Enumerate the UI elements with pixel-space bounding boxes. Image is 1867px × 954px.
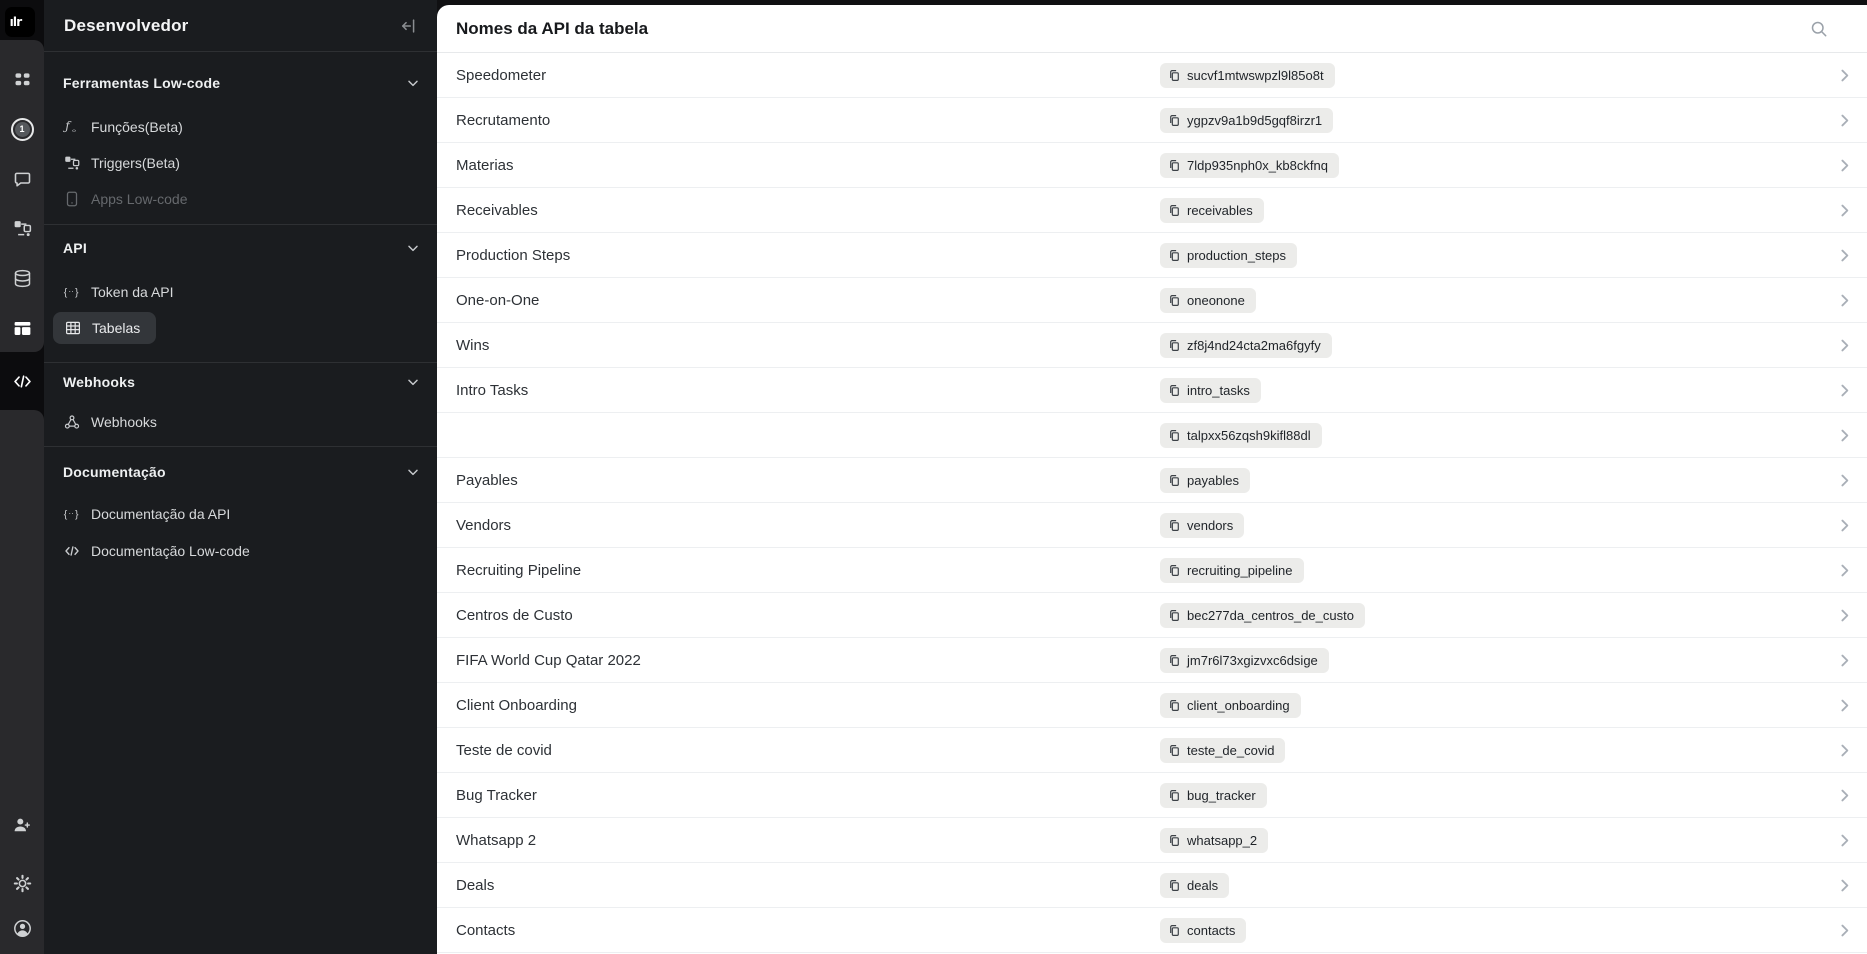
- table-row[interactable]: [437, 728, 1867, 773]
- chevron-right-icon: [1836, 742, 1853, 759]
- table-row[interactable]: [437, 908, 1867, 953]
- api-name: payables: [1187, 472, 1240, 488]
- doc-code-icon: [63, 542, 81, 560]
- chevron-right-icon: [1836, 427, 1853, 444]
- table-row[interactable]: [437, 98, 1867, 143]
- api-name: oneonone: [1187, 292, 1245, 308]
- table-name: Bug Tracker: [456, 786, 537, 804]
- copy-icon: [1168, 744, 1181, 757]
- table-row[interactable]: [437, 593, 1867, 638]
- api-name-badge[interactable]: [1160, 378, 1261, 403]
- chevron-down-icon: [405, 75, 421, 91]
- table-name: Recruiting Pipeline: [456, 561, 582, 579]
- app-logo[interactable]: [5, 7, 35, 37]
- table-row[interactable]: [437, 818, 1867, 863]
- copy-icon: [1168, 564, 1181, 577]
- api-name: receivables: [1187, 202, 1253, 218]
- chevron-right-icon: [1836, 382, 1853, 399]
- section-label: Ferramentas Low-code: [63, 75, 221, 91]
- chevron-right-icon: [1836, 832, 1853, 849]
- api-name: teste_de_covid: [1187, 742, 1275, 758]
- sidebar-item-funcoes[interactable]: [63, 114, 421, 140]
- sidebar-item-label: Token da API: [91, 284, 174, 300]
- table-row[interactable]: [437, 548, 1867, 593]
- chevron-right-icon: [1836, 202, 1853, 219]
- chevron-right-icon: [1836, 697, 1853, 714]
- apps-lowcode-icon: [63, 190, 81, 208]
- api-name-badge[interactable]: [1160, 558, 1304, 583]
- table-name: Materias: [456, 156, 514, 174]
- table-row[interactable]: [437, 413, 1867, 458]
- svg-text:‹›: ‹›: [72, 128, 76, 135]
- sidebar: [44, 0, 437, 954]
- api-name: jm7r6l73xgizvxc6dsige: [1187, 652, 1318, 668]
- api-name: 7ldp935nph0x_kb8ckfnq: [1187, 157, 1328, 173]
- section-header-api[interactable]: [63, 235, 421, 261]
- copy-icon: [1168, 69, 1181, 82]
- chevron-down-icon: [405, 464, 421, 480]
- section-header-documentacao[interactable]: [63, 459, 421, 485]
- main-header: [437, 5, 1867, 53]
- chevron-right-icon: [1836, 652, 1853, 669]
- table-name: Intro Tasks: [456, 381, 529, 399]
- api-name-badge[interactable]: [1160, 243, 1297, 268]
- table-name: Whatsapp 2: [456, 831, 537, 849]
- notification-ring-icon: [11, 118, 34, 141]
- table-row[interactable]: [437, 458, 1867, 503]
- sidebar-item-label: Documentação da API: [91, 506, 231, 522]
- section-header-webhooks[interactable]: [63, 369, 421, 395]
- api-name-badge[interactable]: [1160, 918, 1246, 943]
- section-header-ferramentas[interactable]: [63, 70, 421, 96]
- section-label: Documentação: [63, 464, 166, 480]
- sidebar-item-label: Webhooks: [91, 414, 157, 430]
- collapse-sidebar-icon[interactable]: [399, 16, 419, 36]
- copy-icon: [1168, 429, 1181, 442]
- apps-grid-icon[interactable]: [0, 65, 44, 93]
- copy-icon: [1168, 789, 1181, 802]
- copy-icon: [1168, 834, 1181, 847]
- table-icon: [64, 319, 82, 337]
- section-label: API: [63, 240, 87, 256]
- divider: [44, 224, 437, 225]
- svg-text:··: ··: [68, 286, 74, 296]
- triggers-icon: [63, 154, 81, 172]
- layout-icon[interactable]: [0, 314, 44, 342]
- api-name-badge[interactable]: [1160, 738, 1285, 763]
- table-name: Centros de Custo: [456, 606, 573, 624]
- api-name: zf8j4nd24cta2ma6fgyfy: [1187, 337, 1321, 353]
- table-name: Vendors: [456, 516, 512, 534]
- database-icon[interactable]: [0, 264, 44, 292]
- api-name: intro_tasks: [1187, 382, 1250, 398]
- icon-rail: [0, 0, 44, 954]
- api-name: bec277da_centros_de_custo: [1187, 607, 1354, 623]
- table-name: Payables: [456, 471, 518, 489]
- table-name: Receivables: [456, 201, 538, 219]
- chevron-right-icon: [1836, 112, 1853, 129]
- sidebar-item-label: Documentação Low-code: [91, 543, 250, 559]
- table-name: Recrutamento: [456, 111, 551, 129]
- chevron-right-icon: [1836, 472, 1853, 489]
- copy-icon: [1168, 204, 1181, 217]
- table-name: One-on-One: [456, 291, 540, 309]
- chevron-right-icon: [1836, 67, 1853, 84]
- svg-text:}: }: [75, 508, 79, 521]
- api-name: production_steps: [1187, 247, 1287, 263]
- copy-icon: [1168, 294, 1181, 307]
- table-list: [437, 53, 1867, 953]
- section-label: Webhooks: [63, 374, 136, 390]
- api-name-badge[interactable]: [1160, 153, 1339, 178]
- search-icon[interactable]: [1809, 19, 1829, 39]
- triggers-rail-icon[interactable]: [0, 214, 44, 242]
- notification-count[interactable]: [0, 115, 44, 143]
- copy-icon: [1168, 519, 1181, 532]
- svg-text:}: }: [75, 286, 79, 299]
- table-name: Contacts: [456, 921, 516, 939]
- api-name-badge[interactable]: [1160, 468, 1250, 493]
- copy-icon: [1168, 384, 1181, 397]
- notification-count-label: 1: [19, 124, 25, 134]
- chevron-right-icon: [1836, 157, 1853, 174]
- api-name-badge[interactable]: [1160, 648, 1329, 673]
- copy-icon: [1168, 159, 1181, 172]
- api-name: vendors: [1187, 517, 1234, 533]
- chevron-down-icon: [405, 374, 421, 390]
- table-row[interactable]: [437, 638, 1867, 683]
- chevron-down-icon: [405, 240, 421, 256]
- table-row[interactable]: [437, 863, 1867, 908]
- user-add-icon[interactable]: [0, 811, 44, 839]
- divider: [44, 362, 437, 363]
- doc-api-icon: [63, 505, 81, 523]
- api-name-badge[interactable]: [1160, 828, 1268, 853]
- sidebar-title: Desenvolvedor: [64, 15, 189, 35]
- sidebar-item-label: Triggers(Beta): [91, 155, 180, 171]
- chat-icon[interactable]: [0, 165, 44, 193]
- chevron-right-icon: [1836, 922, 1853, 939]
- svg-text:··: ··: [68, 508, 74, 518]
- api-name: sucvf1mtwswpzl9l85o8t: [1187, 67, 1324, 83]
- table-name: Teste de covid: [456, 741, 552, 759]
- table-row[interactable]: [437, 143, 1867, 188]
- api-name-badge[interactable]: [1160, 198, 1264, 223]
- api-name-badge[interactable]: [1160, 783, 1267, 808]
- copy-icon: [1168, 339, 1181, 352]
- token-icon: [63, 283, 81, 301]
- copy-icon: [1168, 879, 1181, 892]
- api-name-badge[interactable]: [1160, 63, 1335, 88]
- chevron-right-icon: [1836, 877, 1853, 894]
- sidebar-item-triggers[interactable]: [63, 150, 421, 176]
- main-panel: [437, 5, 1867, 954]
- table-row[interactable]: [437, 233, 1867, 278]
- api-name: bug_tracker: [1187, 787, 1256, 803]
- api-name: deals: [1187, 877, 1219, 893]
- copy-icon: [1168, 654, 1181, 667]
- svg-text:ılr: ılr: [9, 15, 22, 29]
- sidebar-item-label: Funções(Beta): [91, 119, 183, 135]
- svg-text:{: {: [63, 508, 68, 521]
- sidebar-item-label: Tabelas: [92, 320, 141, 336]
- copy-icon: [1168, 609, 1181, 622]
- app-logo-icon: [8, 15, 32, 29]
- chevron-right-icon: [1836, 787, 1853, 804]
- table-name: Client Onboarding: [456, 696, 577, 714]
- api-name-badge[interactable]: [1160, 423, 1322, 448]
- sidebar-item-label: Apps Low-code: [91, 191, 188, 207]
- chevron-right-icon: [1836, 337, 1853, 354]
- sidebar-item-tabelas[interactable]: [53, 312, 156, 344]
- chevron-right-icon: [1836, 562, 1853, 579]
- table-row[interactable]: [437, 53, 1867, 98]
- api-name: talpxx56zqsh9kifl88dl: [1187, 427, 1311, 443]
- page-title: Nomes da API da tabela: [456, 18, 649, 38]
- api-name-badge[interactable]: [1160, 693, 1301, 718]
- divider: [44, 446, 437, 447]
- svg-text:ƒ: ƒ: [65, 119, 70, 133]
- account-icon[interactable]: [0, 914, 44, 942]
- copy-icon: [1168, 924, 1181, 937]
- webhook-icon: [63, 413, 81, 431]
- copy-icon: [1168, 114, 1181, 127]
- copy-icon: [1168, 699, 1181, 712]
- chevron-right-icon: [1836, 292, 1853, 309]
- table-row[interactable]: [437, 683, 1867, 728]
- table-name: Speedometer: [456, 66, 547, 84]
- api-name-badge[interactable]: [1160, 288, 1256, 313]
- sidebar-header: [44, 0, 437, 52]
- table-row[interactable]: [437, 503, 1867, 548]
- copy-icon: [1168, 474, 1181, 487]
- settings-icon[interactable]: [0, 869, 44, 897]
- api-name-badge[interactable]: [1160, 603, 1365, 628]
- api-name-badge[interactable]: [1160, 108, 1333, 133]
- table-row[interactable]: [437, 773, 1867, 818]
- chevron-right-icon: [1836, 607, 1853, 624]
- api-name-badge[interactable]: [1160, 333, 1332, 358]
- api-name: contacts: [1187, 922, 1236, 938]
- sidebar-item-apps-lowcode: [63, 186, 421, 212]
- sidebar-item-webhooks[interactable]: [63, 409, 421, 435]
- api-name: ygpzv9a1b9d5gqf8irzr1: [1187, 112, 1323, 128]
- function-icon: [63, 118, 81, 136]
- svg-text:{: {: [63, 286, 68, 299]
- table-name: FIFA World Cup Qatar 2022: [456, 651, 641, 669]
- chevron-right-icon: [1836, 517, 1853, 534]
- table-name: Wins: [456, 336, 490, 354]
- sidebar-item-doc-api[interactable]: [63, 501, 421, 527]
- table-row[interactable]: [437, 278, 1867, 323]
- api-name-badge[interactable]: [1160, 513, 1244, 538]
- api-name-badge[interactable]: [1160, 873, 1229, 898]
- code-rail-icon[interactable]: [0, 367, 44, 395]
- table-row[interactable]: [437, 368, 1867, 413]
- api-name: client_onboarding: [1187, 697, 1290, 713]
- table-row[interactable]: [437, 188, 1867, 233]
- sidebar-item-token-api[interactable]: [63, 279, 421, 305]
- table-name: Production Steps: [456, 246, 571, 264]
- sidebar-item-doc-lowcode[interactable]: [63, 538, 421, 564]
- table-row[interactable]: [437, 323, 1867, 368]
- copy-icon: [1168, 249, 1181, 262]
- api-name: recruiting_pipeline: [1187, 562, 1293, 578]
- api-name: whatsapp_2: [1187, 832, 1258, 848]
- table-name: Deals: [456, 876, 495, 894]
- chevron-right-icon: [1836, 247, 1853, 264]
